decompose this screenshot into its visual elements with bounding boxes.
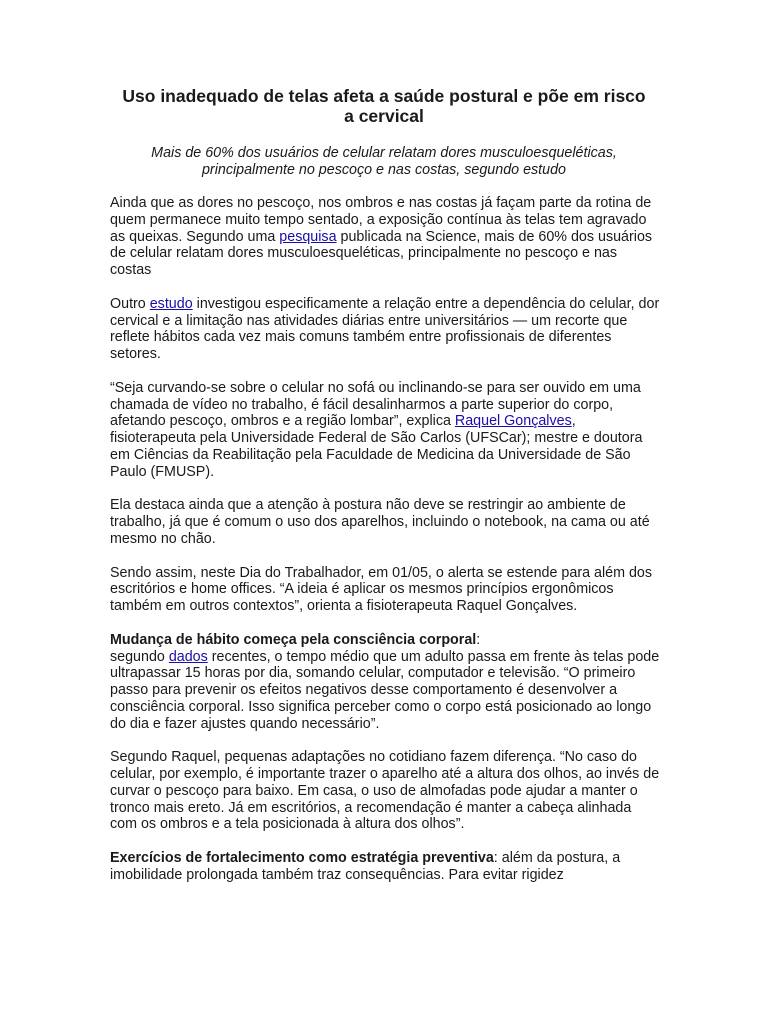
paragraph-1-text-b: publicada na Science, mais de 60% dos usuários de celular relatam dores musculoesqueléticas, principalmente no pescoço e nas costas (110, 228, 653, 279)
paragraph-4: Ela destaca ainda que a atenção à postura não deve se restringir ao ambiente de trabalho, já que é comum o uso dos aparelhos, incluindo o notebook, na cama ou até mesmo no chão. (110, 497, 650, 547)
article-subtitle (110, 145, 658, 179)
paragraph-7: Segundo Raquel, pequenas adaptações no cotidiano fazem diferença. “No caso do celular, por exemplo, é importante trazer o aparelho até a altura dos olhos, ao invés de curvar o pescoço para baixo. Em casa, o uso de almofadas pode ajudar a manter o tronco mais ereto. Já em escritórios, a recomendação é manter a cabeça alinhada com os ombros e a tela posicionada à altura dos olhos”. (110, 749, 660, 833)
section-heading-exercises: Exercícios de fortalecimento como estratégia preventiva (110, 850, 494, 867)
paragraph-8-text: : além da postura, a imobilidade prolongada também traz consequências. Para evitar rigidez (110, 850, 621, 883)
pesquisa-link[interactable]: pesquisa (279, 228, 337, 245)
raquel-goncalves-link[interactable]: Raquel Gonçalves (454, 413, 572, 430)
title-line-1: Uso inadequado de telas afeta a saúde postural e põe em risco (122, 86, 646, 106)
paragraph-1-text-a: Ainda que as dores no pescoço, nos ombros e nas costas já façam parte da rotina de quem permanece muito tempo sentado, a exposição contínua às telas tem agravado as queixas. Segundo uma (110, 195, 652, 245)
section-heading-colon: : (476, 631, 481, 648)
paragraph-3-text-b: , fisioterapeuta pela Universidade Federal de São Carlos (UFSCar); mestre e doutora em Ciências da Reabilitação pela Faculdade de Medicina da Universidade de São Paulo (FMUSP). (110, 413, 643, 480)
paragraph-3 (110, 380, 660, 481)
section-heading-habit: Mudança de hábito começa pela consciência corporal (110, 631, 477, 648)
paragraph-8 (110, 850, 660, 884)
title-line-2: a cervical (344, 106, 424, 126)
estudo-link[interactable]: estudo (149, 295, 193, 312)
subtitle-line-1: Mais de 60% dos usuários de celular relatam dores musculoesqueléticas, (151, 145, 617, 161)
paragraph-2 (110, 296, 660, 363)
dados-link[interactable]: dados (168, 648, 208, 665)
subtitle-line-2: principalmente no pescoço e nas costas, segundo estudo (201, 162, 566, 178)
paragraph-6-text-a: segundo (110, 648, 169, 665)
article-title (110, 86, 658, 126)
paragraph-3-text-a: “Seja curvando-se sobre o celular no sofá ou inclinando-se para ser ouvido em uma chamada de vídeo no trabalho, é fácil desalinharmos a parte superior do corpo, afetando pescoço, ombros e a região lombar”, explica (110, 379, 641, 430)
paragraph-6-text-b: recentes, o tempo médio que um adulto passa em frente às telas pode ultrapassar 15 horas por dia, somando celular, computador e televisão. “O primeiro passo para prevenir os efeitos negativos desse comportamento é desenvolver a consciência corporal. Isso significa perceber como o corpo está posicionado ao longo do dia e fazer ajustes quando necessário”. (110, 648, 660, 732)
paragraph-6 (110, 632, 660, 733)
article-body (110, 195, 660, 900)
paragraph-2-text-b: investigou especificamente a relação entre a dependência do celular, dor cervical e a limitação nas atividades diárias entre universitários — um recorte que reflete hábitos cada vez mais comuns também entre profissionais de diferentes setores. (110, 295, 660, 363)
paragraph-5: Sendo assim, neste Dia do Trabalhador, em 01/05, o alerta se estende para além dos escritórios e home offices. “A ideia é aplicar os mesmos princípios ergonômicos também em outros contextos”, orienta a fisioterapeuta Raquel Gonçalves. (110, 564, 653, 615)
paragraph-2-text-a: Outro (110, 295, 150, 312)
paragraph-1 (110, 195, 660, 279)
